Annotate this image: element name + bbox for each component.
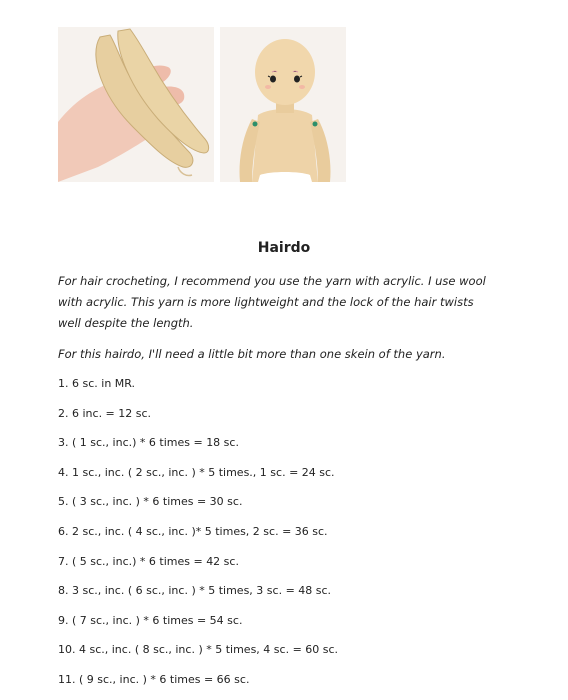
photo-doll-body [220,27,346,182]
pattern-row: 5. ( 3 sc., inc. ) * 6 times = 30 sc. [58,495,243,509]
section-title: Hairdo [257,240,311,256]
pattern-row: 4. 1 sc., inc. ( 2 sc., inc. ) * 5 times., 1 sc. = 24 sc. [58,465,335,479]
intro-paragraph: For this hairdo, I'll need a little bit more than one skein of the yarn. [58,347,446,361]
intro-paragraph: For hair crocheting, I recommend you use the yarn with acrylic. I use wool with acrylic. This yarn is more lightweight and the lock of the hair twists well despite the length. [58,274,486,330]
pattern-row: 2. 6 inc. = 12 sc. [58,406,152,420]
pattern-row: 6. 2 sc., inc. ( 4 sc., inc. )* 5 times, 2 sc. = 36 sc. [58,524,328,538]
pattern-row: 10. 4 sc., inc. ( 8 sc., inc. ) * 5 times, 4 sc. = 60 sc. [58,643,339,657]
pattern-row: 9. ( 7 sc., inc. ) * 6 times = 54 sc. [58,613,243,627]
photo-doll-legs [58,27,214,182]
pattern-rows-list [58,374,338,700]
pattern-row: 8. 3 sc., inc. ( 6 sc., inc. ) * 5 times, 3 sc. = 48 sc. [58,584,332,598]
pattern-row: 7. ( 5 sc., inc.) * 6 times = 42 sc. [58,554,239,568]
pattern-row: 1. 6 sc. in MR. [58,377,136,390]
pattern-row: 3. ( 1 sc., inc.) * 6 times = 18 sc. [58,436,239,450]
pattern-row: 11. ( 9 sc., inc. ) * 6 times = 66 sc. [58,672,250,686]
